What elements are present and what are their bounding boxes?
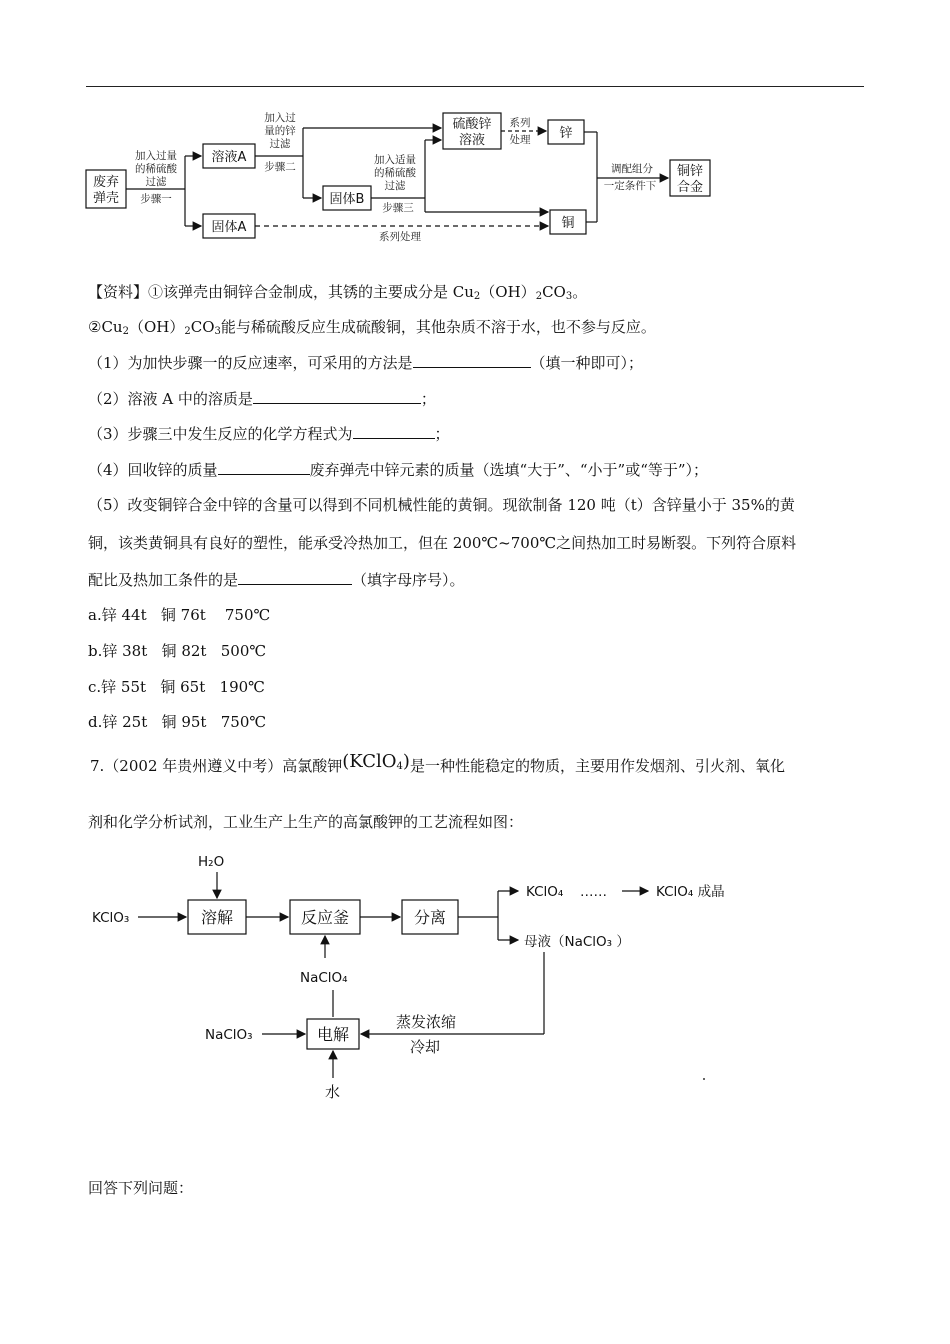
answer-blank-4[interactable] [218, 460, 310, 475]
question-4: （4）回收锌的质量 废弃弹壳中锌元素的质量（选填“大于”、“小于”或“等于”）； [88, 461, 709, 479]
stray-dot [703, 1078, 705, 1080]
kclo3-label: KClO₃ [92, 910, 130, 926]
alloy-label-1: 铜锌 [676, 164, 704, 179]
reactor-label: 反应釜 [300, 908, 350, 927]
answer-blank-1[interactable] [413, 353, 531, 368]
step3-label: 步骤三 [382, 202, 414, 214]
answer-blank-5[interactable] [238, 570, 352, 585]
ellipsis-label: …… [580, 884, 607, 900]
series-label-1: 系列 [509, 117, 531, 129]
zinc-recovery-flowchart [0, 0, 950, 260]
series-label-2: 处理 [509, 134, 531, 146]
cool-label: 冷却 [410, 1038, 441, 1056]
mother-liquor-label: 母液（NaClO₃ ） [524, 934, 630, 950]
step3-cond-1: 加入适量 [374, 154, 416, 166]
info-1: 【资料】①该弹壳由铜锌合金制成，其锈的主要成分是 $Cu_2(OH)_2CO_3$。 [88, 283, 588, 302]
step2-label: 步骤二 [264, 161, 296, 173]
question-7-line-2: 剂和化学分析试剂，工业生产上生产的高氯酸钾的工艺流程如图： [88, 813, 524, 831]
solid-b-label: 固体B [329, 192, 365, 207]
step3-cond-3: 过滤 [384, 180, 406, 192]
separate-label: 分离 [413, 908, 447, 927]
adjust-label-2: 一定条件下 [603, 180, 657, 192]
step1-cond-1: 加入过量 [135, 150, 177, 162]
kclo4-output-label: KClO₄ [526, 884, 564, 900]
answer-blank-3[interactable] [353, 424, 435, 439]
step1-label: 步骤一 [140, 193, 172, 205]
question-5-line-3: 配比及热加工条件的是 （填字母序号）。 [88, 571, 465, 589]
h2o-label: H₂O [198, 854, 225, 870]
znso4-label-1: 硫酸锌 [452, 117, 492, 132]
waste-label-1: 废弃 [92, 175, 120, 190]
electrolysis-label: 电解 [316, 1025, 350, 1044]
step2-cond-3: 过滤 [269, 138, 291, 150]
info-2: $②Cu_2(OH)_2CO_3$能与稀硫酸反应生成硫酸铜，其他杂质不溶于水，也不参与反应。 [88, 318, 656, 337]
option-d: d.锌 25t 铜 95t 750℃ [88, 713, 267, 731]
solid-a-label: 固体A [211, 220, 247, 235]
answer-blank-2[interactable] [253, 389, 421, 404]
step2-cond-1: 加入过 [264, 112, 296, 124]
option-c: c.锌 55t 铜 65t 190℃ [88, 678, 265, 696]
adjust-label-1: 调配组分 [611, 163, 653, 175]
water-label: 水 [325, 1083, 341, 1101]
question-1: （1）为加快步骤一的反应速率，可采用的方法是 （填一种即可）； [88, 354, 644, 372]
option-b: b.锌 38t 铜 82t 500℃ [88, 642, 267, 660]
question-2: （2）溶液 A 中的溶质是 ； [88, 390, 436, 408]
znso4-label-2: 溶液 [458, 133, 486, 148]
answer-prompt: 回答下列问题： [88, 1179, 194, 1197]
question-3: （3）步骤三中发生反应的化学方程式为 ； [88, 425, 450, 443]
box-dissolve [188, 900, 246, 934]
copper-label: 铜 [561, 216, 575, 231]
naclo4-label: NaClO₄ [300, 970, 348, 986]
box-electrolysis [307, 1019, 359, 1049]
dissolve-label: 溶解 [200, 908, 234, 927]
alloy-label-2: 合金 [676, 180, 704, 195]
step2-cond-2: 量的锌 [264, 125, 296, 137]
waste-label-2: 弹壳 [92, 191, 120, 206]
bottom-series-label: 系列处理 [379, 231, 421, 243]
zinc-label: 锌 [559, 126, 573, 141]
step3-cond-2: 的稀硫酸 [374, 167, 416, 179]
naclo3-label: NaClO₃ [205, 1027, 253, 1043]
box-reactor [290, 900, 360, 934]
step1-cond-2: 的稀硫酸 [135, 163, 177, 175]
kclo4-formula: (KClO$_4$) [342, 751, 410, 772]
step1-cond-3: 过滤 [145, 176, 167, 188]
box-separate [402, 900, 458, 934]
question-5-line-2: 铜，该类黄铜具有良好的塑性，能承受冷热加工，但在 200℃~700℃之间热加工时易断裂。下列符合原料 [88, 534, 797, 552]
option-a: a.锌 44t 铜 76t 750℃ [88, 606, 271, 624]
question-5-line-1: （5）改变铜锌合金中锌的含量可以得到不同机械性能的黄铜。现欲制备 120 吨（t）含锌量小于 35%的黄 [88, 496, 795, 514]
kclo4-crystal-label: KClO₄ 成晶 [656, 884, 725, 900]
question-7-line-1: 7.（2002 年贵州遵义中考）高氯酸钾(KClO$_4$)是一种性能稳定的物质，主要用作发烟剂、引火剂、氧化 [90, 751, 785, 775]
evaporate-label: 蒸发浓缩 [396, 1013, 457, 1031]
solution-a-label: 溶液A [211, 150, 247, 165]
